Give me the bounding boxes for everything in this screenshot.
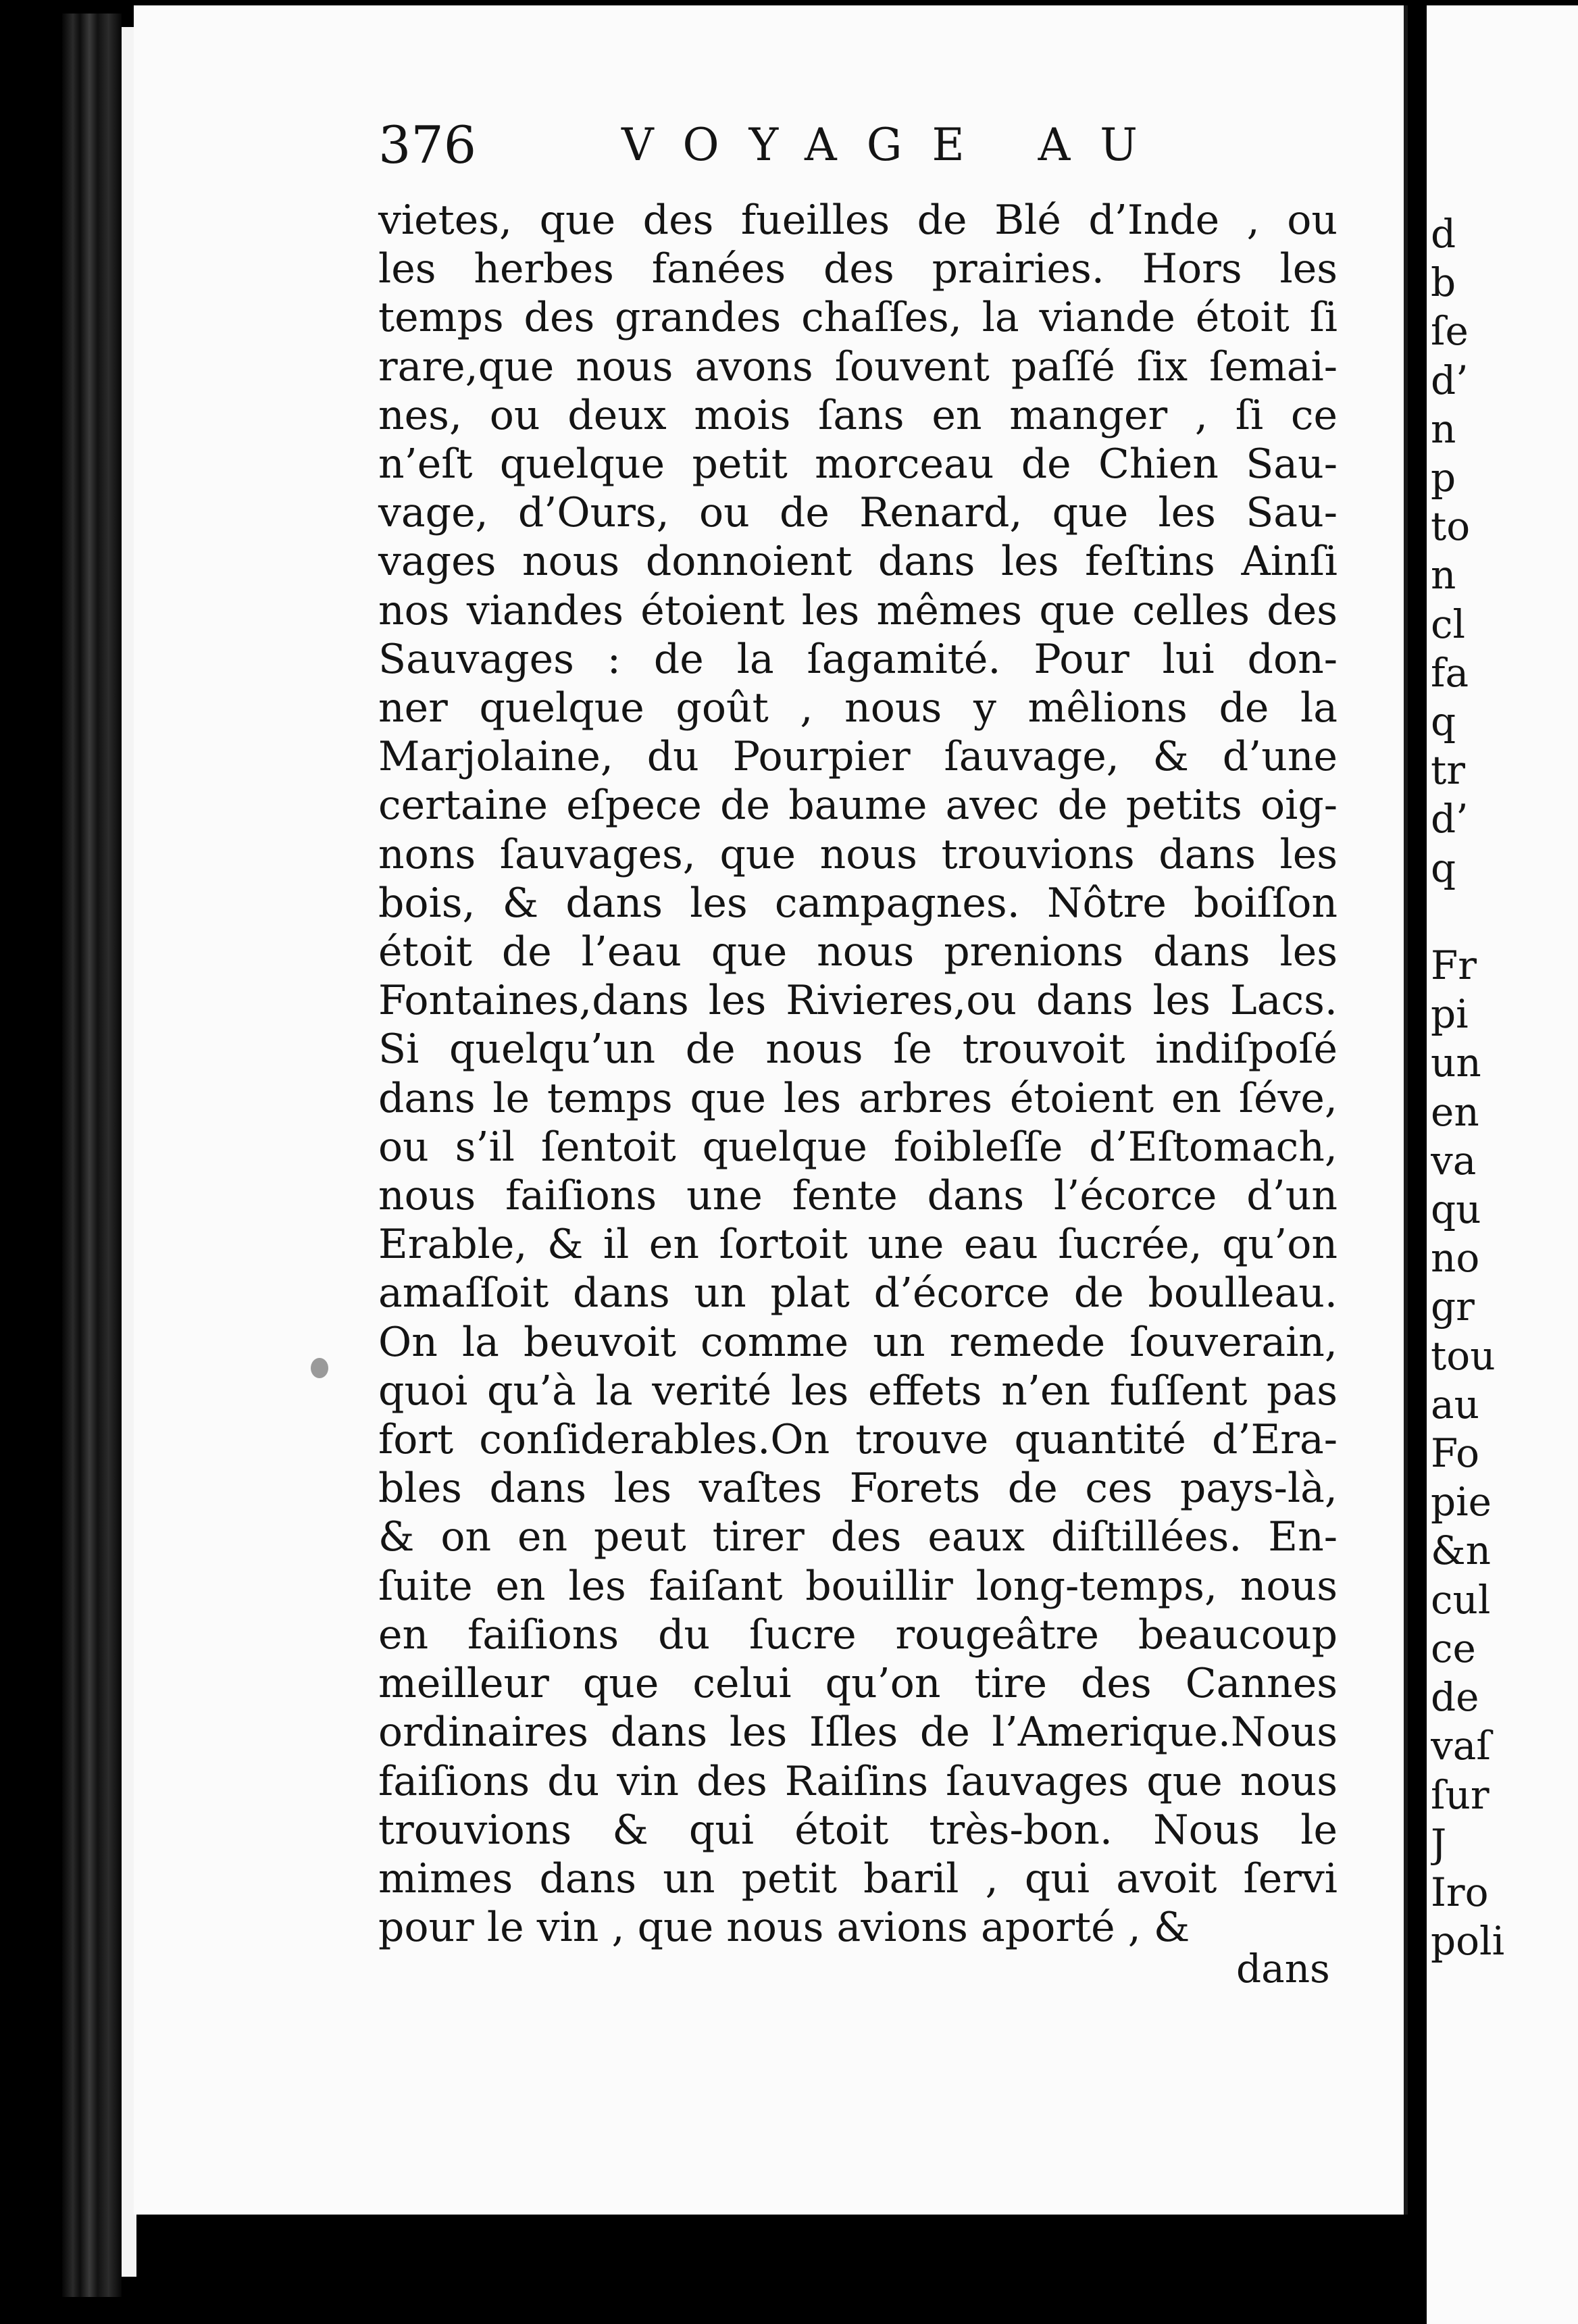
facing-text-fragment: tou xyxy=(1431,1332,1496,1379)
facing-text-fragment: poli xyxy=(1431,1918,1505,1965)
facing-text-fragment: au xyxy=(1431,1381,1479,1428)
page-number: 376 xyxy=(378,115,477,175)
facing-text-fragment: d xyxy=(1431,211,1456,257)
facing-text-fragment: fa xyxy=(1431,649,1469,696)
text-line: nous faiſions une fente dans l’écorce d’un xyxy=(378,1172,1338,1220)
text-line: amaſſoit dans un plat d’écorce de boulleau. xyxy=(378,1269,1338,1317)
text-line: rare,que nous avons ſouvent paſſé ſix ſemai- xyxy=(378,343,1338,390)
book-spine xyxy=(62,14,122,2297)
facing-text-fragment: un xyxy=(1431,1040,1481,1086)
facing-text-fragment: p xyxy=(1431,455,1456,501)
facing-text-fragment: &n xyxy=(1431,1527,1491,1574)
catchword: dans xyxy=(1236,1946,1330,1992)
facing-text-fragment: pie xyxy=(1431,1479,1492,1525)
text-line: étoit de l’eau que nous prenions dans les xyxy=(378,928,1338,976)
facing-text-fragment: en xyxy=(1431,1088,1479,1135)
text-line: bois, & dans les campagnes. Nôtre boiſſon xyxy=(378,879,1338,927)
facing-text-fragment: q xyxy=(1431,699,1456,745)
page-text xyxy=(378,115,1338,1952)
text-line: bles dans les vaſtes Forets de ces pays-là, xyxy=(378,1465,1338,1513)
facing-text-fragment xyxy=(1431,892,1578,941)
text-line: vages nous donnoient dans les feſtins Ainſi xyxy=(378,538,1338,586)
facing-text-fragment: cul xyxy=(1431,1576,1491,1623)
facing-text-fragment: Iro xyxy=(1431,1869,1489,1915)
text-line: vage, d’Ours, ou de Renard, que les Sau- xyxy=(378,489,1338,537)
text-line: pour le vin , que nous avions aporté , & xyxy=(378,1904,1190,1952)
text-line: nos viandes étoient les mêmes que celles des xyxy=(378,586,1338,634)
text-line: ou s’il ſentoit quelque foibleſſe d’Eſtomach, xyxy=(378,1123,1338,1171)
text-line: ner quelque goût , nous y mêlions de la xyxy=(378,684,1338,732)
text-line: quoi qu’à la verité les effets n’en fuſſent pas xyxy=(378,1367,1338,1415)
body-text xyxy=(378,196,1338,1952)
facing-text-fragment: Fr xyxy=(1431,942,1477,989)
text-line: Marjolaine, du Pourpier ſauvage, & d’une xyxy=(378,733,1338,781)
facing-text-fragment: d’ xyxy=(1431,796,1469,842)
text-line: les herbes fanées des prairies. Hors les xyxy=(378,245,1338,293)
text-line: ſuite en les faiſant bouillir long-temps, nous xyxy=(378,1562,1338,1610)
text-line: trouvions & qui étoit très-bon. Nous le xyxy=(378,1806,1338,1854)
facing-text-fragment: qu xyxy=(1431,1186,1481,1233)
text-line: meilleur que celui qu’on tire des Cannes xyxy=(378,1660,1338,1708)
facing-text-fragment: n xyxy=(1431,405,1456,452)
facing-text-fragment: ſe xyxy=(1431,308,1469,355)
facing-text-fragment: n xyxy=(1431,552,1456,599)
facing-text-fragment: vaſ xyxy=(1431,1723,1491,1769)
facing-page-text xyxy=(1431,209,1578,1965)
text-line: mimes dans un petit baril , qui avoit ſervi xyxy=(378,1854,1338,1902)
text-line: nons ſauvages, que nous trouvions dans les xyxy=(378,830,1338,878)
text-line: fort conſiderables.On trouve quantité d’Era- xyxy=(378,1416,1338,1464)
facing-text-fragment: ce xyxy=(1431,1625,1476,1671)
text-line: Fontaines,dans les Rivieres,ou dans les Lacs. xyxy=(378,977,1338,1025)
running-head: VOYAGE AU xyxy=(621,119,1167,171)
paper-speck xyxy=(311,1358,328,1378)
facing-text-fragment: ſur xyxy=(1431,1771,1490,1818)
text-line: faiſions du vin des Raiſins ſauvages que nous xyxy=(378,1757,1338,1805)
facing-text-fragment: Fo xyxy=(1431,1430,1479,1477)
facing-text-fragment: pi xyxy=(1431,991,1469,1038)
text-line: ordinaires dans les Iſles de l’Amerique.Nous xyxy=(378,1709,1338,1757)
page-header xyxy=(378,115,1338,196)
facing-text-fragment: va xyxy=(1431,1137,1477,1184)
text-line: nes, ou deux mois ſans en manger , ſi ce xyxy=(378,391,1338,439)
facing-text-fragment: de xyxy=(1431,1674,1479,1721)
text-line: Sauvages : de la ſagamité. Pour lui don- xyxy=(378,635,1338,683)
facing-text-fragment: d’ xyxy=(1431,357,1469,403)
facing-text-fragment: to xyxy=(1431,503,1471,550)
facing-text-fragment: tr xyxy=(1431,747,1466,794)
facing-text-fragment: q xyxy=(1431,844,1456,891)
text-line: & on en peut tirer des eaux diſtillées. En- xyxy=(378,1513,1338,1561)
text-line: certaine eſpece de baume avec de petits oig- xyxy=(378,782,1338,830)
text-line: Si quelqu’un de nous ſe trouvoit indiſpoſé xyxy=(378,1026,1338,1073)
facing-text-fragment: cl xyxy=(1431,601,1466,647)
text-line: en faiſions du ſucre rougeâtre beaucoup xyxy=(378,1611,1338,1659)
text-line: Erable, & il en ſortoit une eau ſucrée, qu’on xyxy=(378,1221,1338,1269)
text-line: temps des grandes chaſſes, la viande étoit ſi xyxy=(378,294,1338,342)
text-line: vietes, que des fueilles de Blé d’Inde , ou xyxy=(378,197,1338,244)
facing-text-fragment: gr xyxy=(1431,1284,1475,1330)
facing-text-fragment: no xyxy=(1431,1235,1480,1282)
facing-text-fragment: b xyxy=(1431,259,1456,306)
text-line: n’eſt quelque petit morceau de Chien Sau- xyxy=(378,440,1338,488)
facing-text-fragment: J xyxy=(1431,1820,1447,1867)
text-line: dans le temps que les arbres étoient en ſéve, xyxy=(378,1074,1338,1122)
text-line: On la beuvoit comme un remede ſouverain, xyxy=(378,1318,1338,1366)
